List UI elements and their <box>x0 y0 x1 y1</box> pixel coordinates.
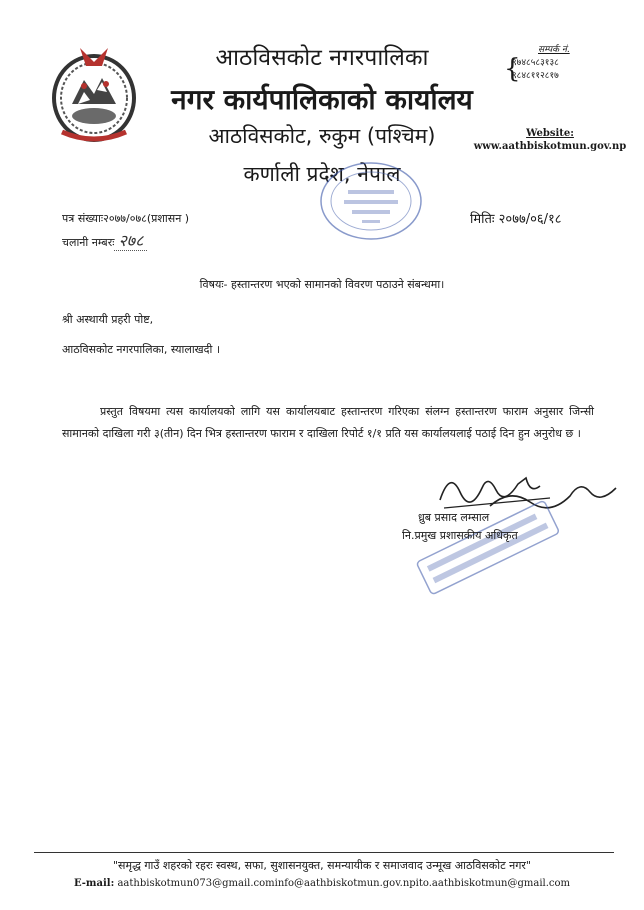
signatory-title: नि.प्रमुख प्रशासकीय अधिकृत <box>402 529 518 542</box>
footer-email: aathbiskotmun073@gmail.cominfo@aathbiskotmun.gov.npito.aathbiskotmun@gmail.com <box>117 878 571 889</box>
signatory-name: ध्रुब प्रसाद लम्साल <box>418 511 490 524</box>
reference-number: पत्र संख्याः२०७७/०७८(प्रशासन ) <box>62 212 190 225</box>
footer-email-row <box>0 878 644 889</box>
subject-line: विषयः- हस्तान्तरण भएको सामानको विवरण पठाउने संबन्धमा। <box>199 278 445 291</box>
office-seal-stamp-icon <box>318 160 424 242</box>
addressee-line-1: श्री अस्थायी प्रहरी पोष्ट, <box>62 313 154 326</box>
brace-icon: { <box>504 54 521 84</box>
website-block <box>470 127 630 153</box>
dispatch-label: चलानी नम्बरः <box>62 236 115 249</box>
dispatch-number: २७८ <box>114 231 147 251</box>
website-label: Website: <box>526 128 574 139</box>
letter-date: मितिः २०७७/०६/१८ <box>470 212 562 227</box>
contact-phone-1: ९७४८५८३१३८ <box>512 58 559 68</box>
letterhead-address: आठविसकोट, रुकुम (पश्चिम) <box>208 124 436 148</box>
contact-phone-2: ९८४८११२८१७ <box>512 71 559 81</box>
email-label: E-mail: <box>73 878 115 889</box>
footer-divider <box>34 852 614 853</box>
letterhead-province: कर्णाली प्रदेश, नेपाल <box>243 162 401 186</box>
footer-motto: "समृद्ध गाउँ शहरको रहरः स्वस्थ, सफा, सुशासनयुक्त, समन्यायीक र समाजवाद उन्मूख आठविसकोट नगर" <box>113 859 531 872</box>
addressee-line-2: आठविसकोट नगरपालिका, स्यालाखदी । <box>62 343 221 356</box>
contact-label: सम्पर्क नं. <box>538 45 570 55</box>
website-url: www.aathbiskotmun.gov.np <box>473 141 627 152</box>
contact-block <box>504 44 570 84</box>
letterhead-office: नगर कार्यपालिकाको कार्यालय <box>171 83 473 116</box>
dispatch-number-row <box>62 229 147 251</box>
letterhead-municipality: आठविसकोट नगरपालिका <box>215 45 429 71</box>
letter-body: प्रस्तुत विषयमा त्यस कार्यालयको लागि यस कार्यालयबाट हस्तान्तरण गरिएका संलग्न हस्तान्तरण फाराम अनुसार जिन्सी सामानको दाखिला गरी ३(तीन) दिन भित्र हस्तान्तरण फाराम र दाखिला रिपोर्ट १/१ प्रति यस कार्यालयलाई पठाई दिन हुन अनुरोध छ । <box>62 405 594 440</box>
